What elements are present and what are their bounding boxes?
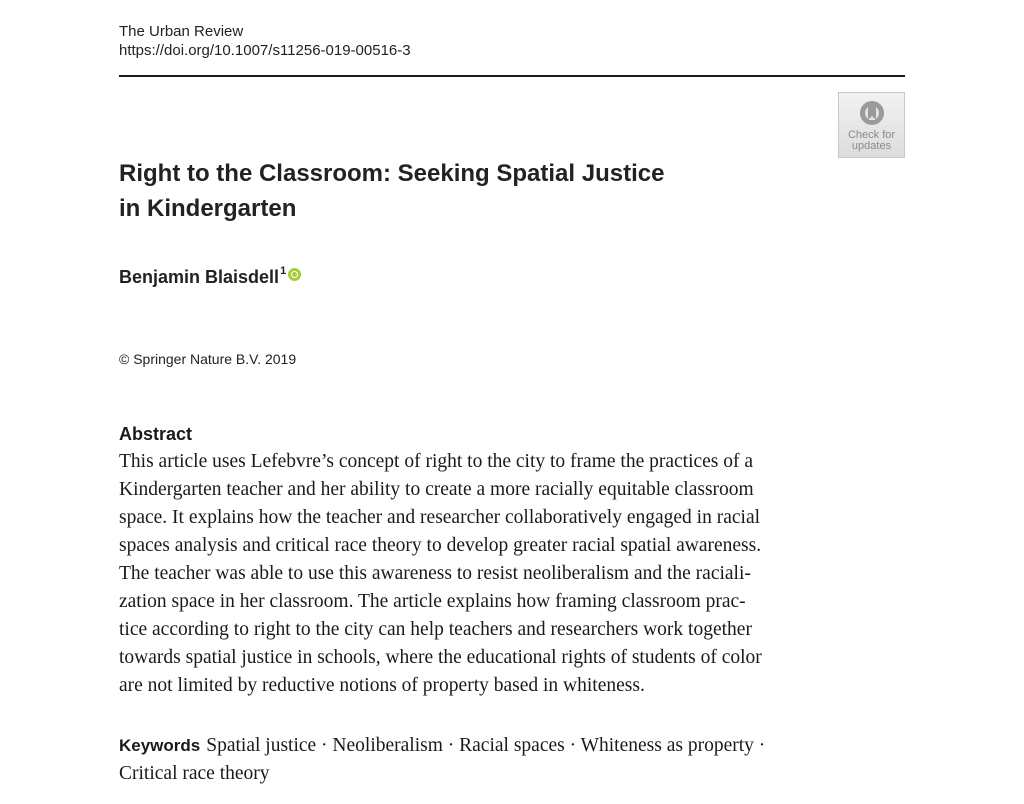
abstract-line: are not limited by reductive notions of property based in whiteness.: [119, 675, 645, 696]
keywords-section: [119, 732, 909, 788]
journal-header: [119, 22, 411, 60]
keywords-list: Spatial justice · Neoliberalism · Racial spaces · Whiteness as property ·: [206, 735, 766, 756]
check-for-updates-badge[interactable]: [838, 92, 905, 158]
abstract-line: Kindergarten teacher and her ability to create a more racially equitable classroom: [119, 479, 754, 500]
orcid-icon[interactable]: [288, 268, 301, 281]
journal-name: The Urban Review: [119, 23, 244, 40]
check-for-updates-label: Check for updates: [847, 129, 896, 152]
author-name[interactable]: Benjamin Blaisdell: [119, 267, 280, 287]
keywords-label: Keywords: [119, 736, 201, 755]
abstract-line: towards spatial justice in schools, where the educational rights of students of color: [119, 647, 762, 668]
doi-link[interactable]: https://doi.org/10.1007/s11256-019-00516-3: [119, 42, 411, 59]
abstract-line: zation space in her classroom. The article explains how framing classroom prac-: [119, 591, 746, 612]
abstract-heading: Abstract: [119, 424, 193, 444]
abstract-line: tice according to right to the city can help teachers and researchers work together: [119, 619, 752, 640]
abstract-line: The teacher was able to use this awareness to resist neoliberalism and the raciali-: [119, 563, 751, 584]
affiliation-marker[interactable]: 1: [280, 265, 287, 277]
author-line: [119, 264, 301, 290]
keywords-line-2: Critical race theory: [119, 763, 270, 784]
article-title: [119, 156, 819, 226]
abstract-line: This article uses Lefebvre’s concept of right to the city to frame the practices of a: [119, 451, 754, 472]
crossmark-icon: [858, 99, 886, 127]
abstract-line: space. It explains how the teacher and researcher collaboratively engaged in racial: [119, 507, 761, 528]
abstract-line: spaces analysis and critical race theory to develop greater racial spatial awareness.: [119, 535, 762, 556]
copyright-notice: © Springer Nature B.V. 2019: [119, 351, 297, 367]
title-line-2: in Kindergarten: [119, 195, 297, 222]
header-divider: [119, 75, 905, 77]
abstract-body: [119, 448, 909, 700]
keywords-line-1: [119, 732, 909, 760]
title-line-1: Right to the Classroom: Seeking Spatial Justice: [119, 160, 665, 187]
